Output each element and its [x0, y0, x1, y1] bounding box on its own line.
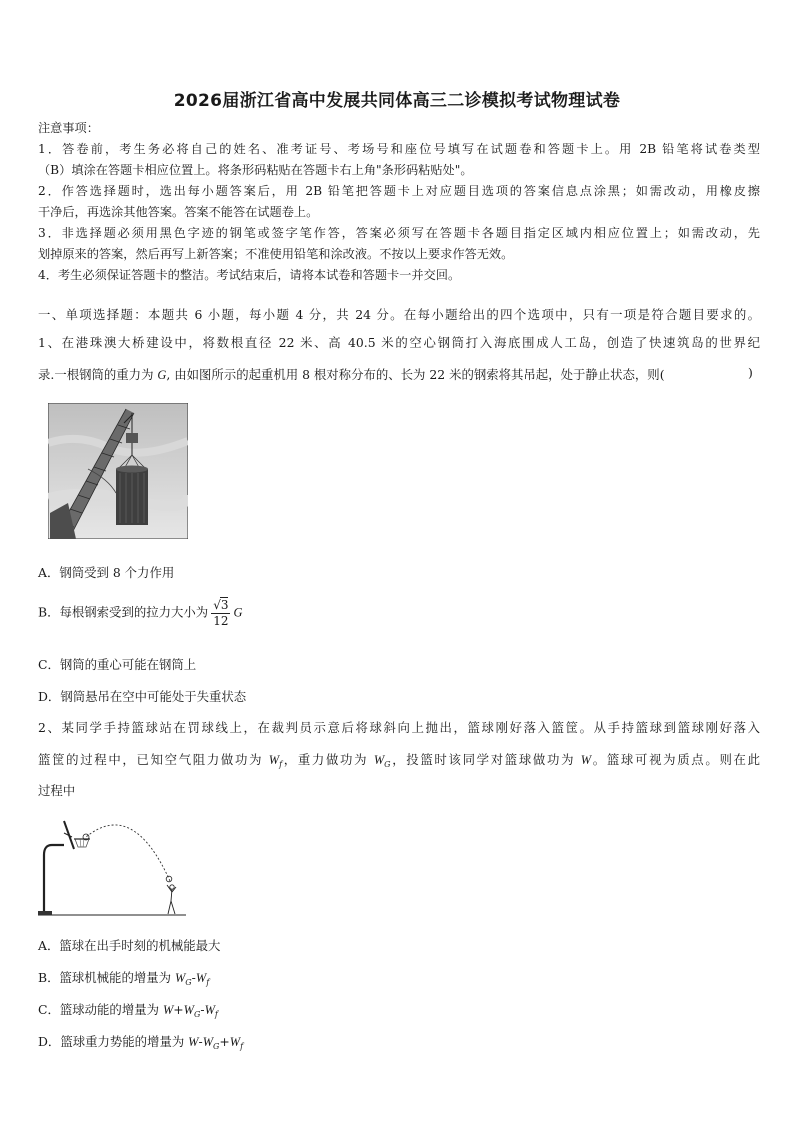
- notice-line: 干净后，再选涂其他答案。答案不能答在试题卷上。: [38, 205, 319, 219]
- notice-line: 3．非选择题必须用黑色字迹的钢笔或签字笔作答，答案必须写在答题卡各题目指定区域内相应位置上；如需改动，先: [38, 226, 760, 240]
- q2-option-b-text: B．篮球机械能的增量为: [38, 970, 175, 985]
- sub-f: f: [214, 1010, 218, 1019]
- notice-line: 4．考生必须保证答题卡的整洁。考试结束后，请将本试卷和答题卡一并交回。: [38, 268, 461, 282]
- fraction-denominator: 12: [213, 614, 229, 628]
- notice-line: （B）填涂在答题卡相应位置上。将条形码粘贴在答题卡右上角"条形码粘贴处"。: [38, 163, 473, 177]
- basketball-diagram: [38, 815, 188, 920]
- var-W: W: [195, 971, 207, 985]
- minus-sign: -: [191, 970, 196, 985]
- var-W: W: [373, 753, 385, 767]
- q1-option-c: C．钢筒的重心可能在钢筒上: [38, 657, 197, 672]
- sub-f: f: [206, 978, 210, 987]
- q1-answer-paren: ): [748, 365, 753, 380]
- q1-stem-line2: [38, 365, 665, 383]
- q1-option-b: [38, 597, 242, 629]
- var-W: W: [204, 1003, 215, 1017]
- var-W: W: [162, 1003, 174, 1017]
- minus-sign: -: [198, 1034, 203, 1049]
- var-W: W: [580, 753, 592, 767]
- q2-text: 篮筐的过程中，已知空气阻力做功为: [38, 752, 269, 767]
- sub-G: G: [213, 1042, 220, 1051]
- notice-block: [38, 118, 760, 286]
- sqrt-radicand: 3: [220, 598, 229, 612]
- q2-option-d-text: D．篮球重力势能的增量为: [38, 1034, 189, 1049]
- plus-sign: +: [173, 1002, 184, 1017]
- q2-option-d: [38, 1032, 243, 1051]
- var-W: W: [183, 1003, 194, 1017]
- crane-photo: [48, 403, 188, 539]
- var-W: W: [202, 1035, 214, 1049]
- q2-stem-line3: 过程中: [38, 783, 76, 798]
- sub-G: G: [384, 760, 391, 769]
- q2-text: ，重力做功为: [282, 752, 374, 767]
- page-title: 2026届浙江省高中发展共同体高三二诊模拟考试物理试卷: [173, 91, 621, 111]
- fraction: $\frac{√3}{12}$: [213, 598, 229, 628]
- sub-f: f: [279, 760, 283, 769]
- notice-line: 1．答卷前，考生务必将自己的姓名、准考证号、考场号和座位号填写在试题卷和答题卡上。用 2B 铅笔将试卷类型: [38, 142, 760, 156]
- q1-text: 录.一根钢筒的重力为: [38, 367, 158, 382]
- sub-G: G: [193, 1010, 201, 1019]
- q2-option-a: A．篮球在出手时刻的机械能最大: [38, 938, 221, 953]
- section-heading: 一、单项选择题：本题共 6 小题，每小题 4 分，共 24 分。在每小题给出的四个选项中，只有一项是符合题目要求的。: [38, 307, 760, 322]
- var-W: W: [174, 971, 186, 985]
- sub-G: G: [185, 978, 192, 987]
- q1-option-a: A．钢筒受到 8 个力作用: [38, 565, 175, 580]
- q2-option-c: [38, 1000, 218, 1019]
- notice-heading: 注意事项：: [38, 121, 99, 135]
- var-W: W: [229, 1035, 241, 1049]
- q1-stem-line1: 1、在港珠澳大桥建设中，将数根直径 22 米、高 40.5 米的空心钢筒打入海底围成人工岛，创造了快速筑岛的世界纪: [38, 335, 760, 350]
- q1-option-d: D．钢筒悬吊在空中可能处于失重状态: [38, 689, 247, 704]
- q2-option-c-text: C．篮球动能的增量为: [38, 1002, 163, 1017]
- q1-var-G: G: [157, 368, 167, 382]
- minus-sign: -: [200, 1002, 205, 1017]
- q2-stem-line2: [38, 750, 760, 769]
- var-G: G: [233, 605, 243, 620]
- sub-f: f: [240, 1042, 244, 1051]
- var-W: W: [188, 1035, 199, 1049]
- notice-line: 2．作答选择题时，选出每小题答案后，用 2B 铅笔把答题卡上对应题目选项的答案信息点涂黑；如需改动，用橡皮擦: [38, 184, 760, 198]
- q2-stem-line1: 2、某同学手持篮球站在罚球线上，在裁判员示意后将球斜向上抛出，篮球刚好落入篮筐。从手持篮球到篮球刚好落入: [38, 720, 760, 735]
- q2-option-b: [38, 968, 209, 987]
- q2-text: ，投篮时该同学对篮球做功为: [390, 752, 581, 767]
- q2-text: 。篮球可视为质点。则在此: [591, 752, 760, 767]
- var-W: W: [268, 753, 280, 767]
- q1-text: , 由如图所示的起重机用 8 根对称分布的、长为 22 米的钢索将其吊起，处于静止状态，则(: [166, 367, 665, 382]
- notice-line: 划掉原来的答案，然后再写上新答案；不准使用铅笔和涂改液。不按以上要求作答无效。: [38, 247, 514, 261]
- plus-sign: +: [219, 1034, 230, 1049]
- q1-option-b-text: B．每根钢索受到的拉力大小为: [38, 604, 209, 620]
